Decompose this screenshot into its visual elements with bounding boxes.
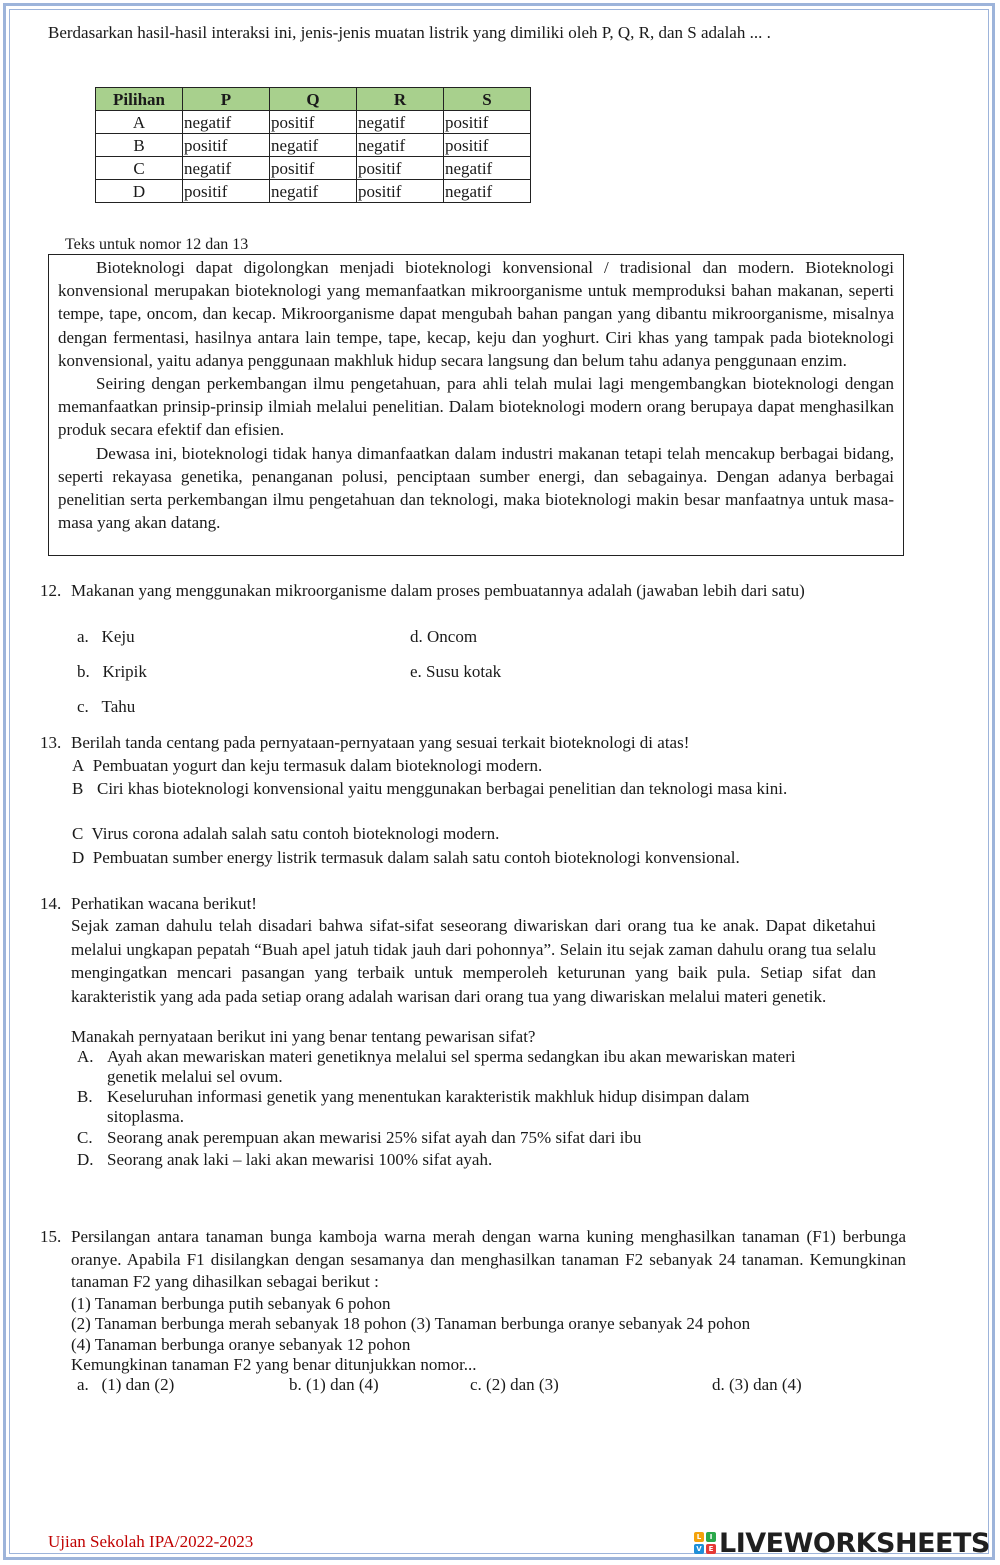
option-label: D. <box>77 1150 94 1169</box>
option-c[interactable] <box>470 1374 559 1395</box>
logo-mark-cell: L <box>694 1532 704 1542</box>
option-D[interactable] <box>72 847 740 868</box>
logo-mark-cell: V <box>694 1544 704 1554</box>
option-text: Ayah akan mewariskan materi genetiknya melalui sel sperma sedangkan ibu akan mewariskan materi genetik melalui sel ovum. <box>107 1047 796 1086</box>
option-label: A. <box>77 1047 94 1066</box>
option-label: C <box>72 824 84 843</box>
statement-item: (1) Tanaman berbunga putih sebanyak 6 pohon <box>71 1293 391 1313</box>
question-text: Makanan yang menggunakan mikroorganisme dalam proses pembuatannya adalah (jawaban lebih dari satu) <box>71 581 805 600</box>
options-table <box>95 87 531 203</box>
reading-paragraph: Dewasa ini, bioteknologi tidak hanya dimanfaatkan dalam industri makanan tetapi telah mencakup berbagai bidang, seperti rekayasa genetika, penanganan polusi, penciptaan sumber energi, dan sebagainya. Dengan adanya berbagai penelitian serta perkembangan ilmu pengetahuan dan teknologi, maka bioteknologi makin besar manfaatnya untuk masa-masa yang akan datang. <box>58 443 894 533</box>
option-text: Pembuatan sumber energy listrik termasuk dalam salah satu contoh bioteknologi konvensional. <box>92 848 740 867</box>
table-cell: negatif <box>183 111 270 134</box>
question-text: Berilah tanda centang pada pernyataan-pernyataan yang sesuai terkait bioteknologi di atas! <box>71 733 690 752</box>
table-cell: positif <box>444 111 531 134</box>
question-number: 14. <box>40 894 62 913</box>
option-label: C. <box>77 1128 93 1147</box>
table-cell: positif <box>183 180 270 203</box>
liveworksheets-logo[interactable] <box>694 1528 990 1558</box>
option-label: A <box>72 756 85 775</box>
option-A[interactable] <box>72 755 542 776</box>
option-d[interactable] <box>410 626 477 647</box>
table-cell: C <box>96 157 183 180</box>
option-label: e. <box>410 662 422 681</box>
option-label: c. <box>77 697 89 716</box>
option-text: (3) dan (4) <box>729 1375 802 1394</box>
passage-text: Sejak zaman dahulu telah disadari bahwa sifat-sifat seseorang diwariskan dari orang tua ke anak. Dapat diketahui melalui ungkapan pepatah “Buah apel jatuh tidak jauh dari pohonnya”. Selain itu sejak zaman dahulu orang tua selalu mengingatkan mencari pasangan yang terbaik untuk memperoleh keturunan yang baik pula. Setiap sifat dan karakteristik yang ada pada setiap orang adalah warisan dari orang tua yang diwariskan melalui materi genetik. <box>71 916 876 1006</box>
logo-mark-icon <box>694 1532 716 1554</box>
option-B[interactable] <box>77 1087 797 1127</box>
question-13 <box>40 732 906 872</box>
table-cell: negatif <box>444 157 531 180</box>
option-B[interactable] <box>72 778 882 799</box>
table-header-cell: P <box>183 88 270 111</box>
table-cell: negatif <box>270 134 357 157</box>
option-a[interactable] <box>77 626 135 647</box>
table-header-cell: Pilihan <box>96 88 183 111</box>
reading-paragraph: Seiring dengan perkembangan ilmu pengetahuan, para ahli telah mulai lagi mengembangkan bioteknologi dengan memanfaatkan prinsip-prinsip ilmiah melalui penelitian. Dalam bioteknologi modern orang berupaya dapat menghasilkan produk secara efektif dan efisien. <box>58 374 894 440</box>
question-14 <box>40 893 906 1203</box>
option-text: Oncom <box>427 627 478 646</box>
question-prompt: Kemungkinan tanaman F2 yang benar ditunjukkan nomor... <box>71 1355 477 1374</box>
option-text: Seorang anak perempuan akan mewarisi 25% sifat ayah dan 75% sifat dari ibu <box>107 1128 642 1147</box>
table-cell: positif <box>270 157 357 180</box>
option-text: Susu kotak <box>426 662 502 681</box>
option-C[interactable] <box>72 823 499 844</box>
option-text: (1) dan (2) <box>101 1375 175 1394</box>
option-c[interactable] <box>77 696 135 717</box>
option-text: Pembuatan yogurt dan keju termasuk dalam bioteknologi modern. <box>92 756 543 775</box>
option-C[interactable] <box>77 1127 797 1149</box>
option-text: Kripik <box>102 662 147 681</box>
question-number: 15. <box>40 1227 62 1246</box>
table-cell: negatif <box>357 134 444 157</box>
statement-list <box>71 1294 906 1376</box>
table-row <box>96 180 531 203</box>
table-cell: negatif <box>270 180 357 203</box>
option-text: Keseluruhan informasi genetik yang menentukan karakteristik makhluk hidup disimpan dalam sitoplasma. <box>107 1087 750 1126</box>
option-A[interactable] <box>77 1047 797 1087</box>
intro-text: Berdasarkan hasil-hasil interaksi ini, jenis-jenis muatan listrik yang dimiliki oleh P, Q, R, dan S adalah ... . <box>48 23 771 42</box>
table-header-row <box>96 88 531 111</box>
table-cell: positif <box>444 134 531 157</box>
table-cell: positif <box>183 134 270 157</box>
option-text: Tahu <box>101 697 136 716</box>
option-d[interactable] <box>712 1374 802 1395</box>
option-text: Virus corona adalah salah satu contoh bioteknologi modern. <box>91 824 500 843</box>
question-number: 13. <box>40 733 62 752</box>
exam-footer-label: Ujian Sekolah IPA/2022-2023 <box>48 1532 254 1551</box>
reading-paragraph: Bioteknologi dapat digolongkan menjadi bioteknologi konvensional / tradisional dan modern. Bioteknologi konvensional merupakan bioteknologi yang memanfaatkan mikroorganisme untuk memproduksi bahan makanan, seperti tempe, tape, oncom, dan kecap. Mikroorganisme dapat mengubah bahan pangan yang dibantu mikroorganisme, misalnya dengan fermentasi, hasilnya antara lain tempe, tape, kecap, keju dan yoghurt. Ciri khas yang tampak pada bioteknologi konvensional, yaitu adanya penggunaan makhluk hidup secara langsung dan belum tahu adanya penggunaan enzim. <box>58 258 894 370</box>
option-label: d. <box>410 627 423 646</box>
option-label: d. <box>712 1375 725 1394</box>
table-header-cell: Q <box>270 88 357 111</box>
question-number: 12. <box>40 581 62 600</box>
table-cell: A <box>96 111 183 134</box>
table-cell: positif <box>270 111 357 134</box>
reading-box <box>48 254 904 556</box>
table-row <box>96 157 531 180</box>
table-cell: positif <box>357 180 444 203</box>
question-text: Manakah pernyataan berikut ini yang benar tentang pewarisan sifat? <box>71 1027 536 1046</box>
logo-mark-cell: E <box>706 1544 716 1554</box>
reading-title: Teks untuk nomor 12 dan 13 <box>65 236 249 253</box>
option-D[interactable] <box>77 1149 797 1171</box>
option-label: a. <box>77 627 89 646</box>
option-e[interactable] <box>410 661 501 682</box>
option-label: D <box>72 848 85 867</box>
question-heading: Perhatikan wacana berikut! <box>71 894 257 913</box>
option-label: b. <box>289 1375 302 1394</box>
option-text: Ciri khas bioteknologi konvensional yaitu menggunakan berbagai penelitian dan teknologi masa kini. <box>97 779 788 798</box>
table-header-cell: R <box>357 88 444 111</box>
table-cell: negatif <box>357 111 444 134</box>
logo-mark-cell: I <box>706 1532 716 1542</box>
table-cell: positif <box>357 157 444 180</box>
options-list <box>77 1047 797 1171</box>
option-text: (2) dan (3) <box>486 1375 559 1394</box>
question-text: Persilangan antara tanaman bunga kamboja warna merah dengan warna kuning menghasilkan tanaman (F1) berbunga oranye. Apabila F1 disilangkan dengan sesamanya dan menghasilkan tanaman F2 sebanyak 24 tanaman. Kemungkinan tanaman F2 yang dihasilkan sebagai berikut : <box>71 1227 906 1291</box>
option-b[interactable] <box>289 1374 379 1395</box>
table-cell: negatif <box>183 157 270 180</box>
table-cell: B <box>96 134 183 157</box>
statement-item: (2) Tanaman berbunga merah sebanyak 18 pohon (3) Tanaman berbunga oranye sebanyak 24 pohon <box>71 1314 751 1333</box>
option-label: B <box>72 779 84 798</box>
table-row <box>96 134 531 157</box>
table-row <box>96 111 531 134</box>
option-label: B. <box>77 1087 93 1106</box>
option-a[interactable] <box>77 1374 174 1395</box>
option-label: c. <box>470 1375 482 1394</box>
option-b[interactable] <box>77 661 147 682</box>
table-cell: negatif <box>444 180 531 203</box>
statement-item: (4) Tanaman berbunga oranye sebanyak 12 pohon <box>71 1334 411 1354</box>
option-text: Seorang anak laki – laki akan mewarisi 100% sifat ayah. <box>107 1150 493 1169</box>
option-label: a. <box>77 1375 89 1394</box>
option-text: (1) dan (4) <box>306 1375 379 1394</box>
table-header-cell: S <box>444 88 531 111</box>
table-cell: D <box>96 180 183 203</box>
option-label: b. <box>77 662 90 681</box>
question-15 <box>40 1226 906 1406</box>
brand-name: LIVEWORKSHEETS <box>719 1527 990 1559</box>
question-12 <box>40 580 906 720</box>
option-text: Keju <box>101 627 135 646</box>
